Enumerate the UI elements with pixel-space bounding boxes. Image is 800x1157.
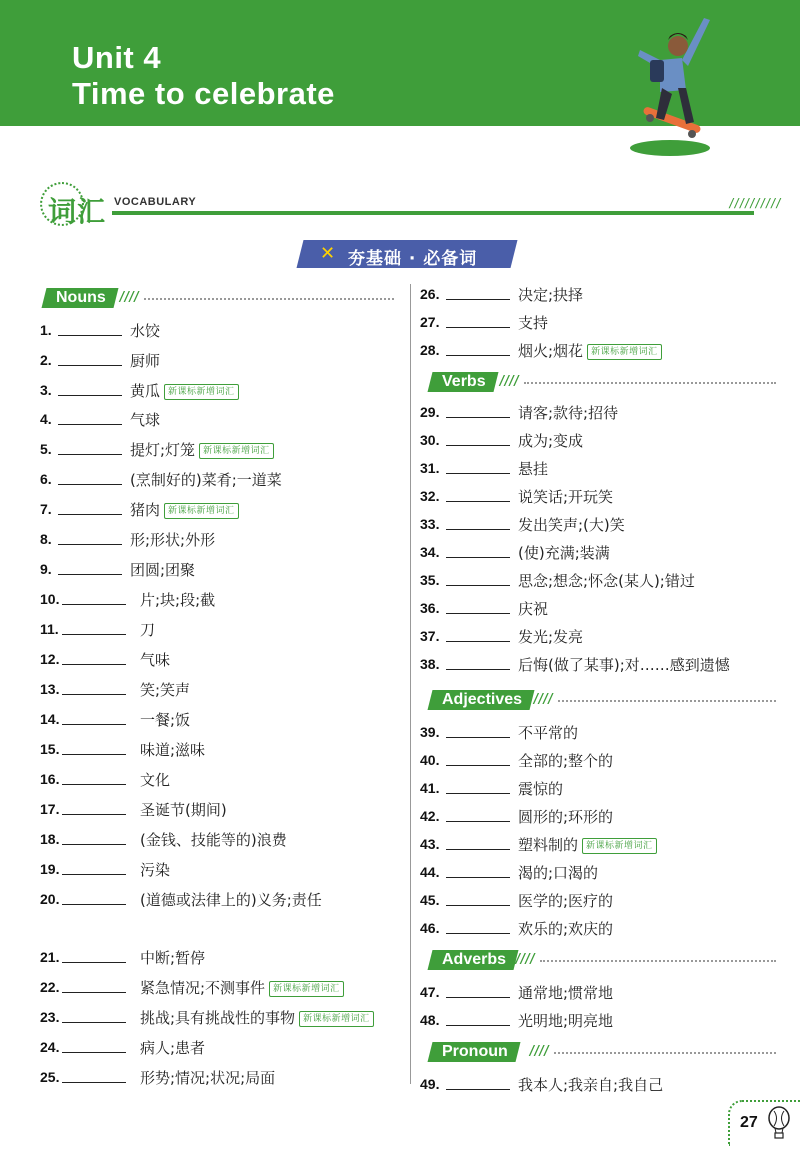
- item-number: 47.: [420, 984, 440, 1000]
- unit-title: [72, 40, 335, 112]
- item-meaning: [518, 430, 583, 451]
- category-dotted-line: [558, 700, 776, 702]
- item-meaning: [140, 679, 190, 700]
- answer-blank[interactable]: [446, 299, 510, 300]
- item-meaning: [518, 486, 613, 507]
- item-meaning: [130, 439, 274, 460]
- item-number: 20.: [40, 891, 60, 907]
- item-number: 37.: [420, 628, 440, 644]
- item-number: 23.: [40, 1009, 60, 1025]
- section-title: [300, 240, 520, 270]
- item-meaning: [518, 312, 548, 333]
- item-meaning: [140, 619, 155, 640]
- item-meaning: [518, 542, 610, 563]
- item-meaning: [518, 458, 548, 479]
- item-number: 32.: [420, 488, 440, 504]
- item-meaning: [518, 1074, 663, 1095]
- item-meaning: [518, 750, 613, 771]
- item-meaning: [140, 769, 170, 790]
- item-meaning-text: 支持: [518, 314, 549, 332]
- answer-blank[interactable]: [446, 501, 510, 502]
- item-meaning: [140, 799, 227, 820]
- item-meaning: [518, 402, 618, 423]
- category-bars: ////: [528, 1044, 548, 1059]
- item-number: 15.: [40, 741, 60, 757]
- answer-blank[interactable]: [446, 641, 510, 642]
- new-curriculum-tag: 新课标新增词汇: [199, 443, 274, 459]
- item-number: 4.: [40, 411, 52, 427]
- answer-blank[interactable]: [446, 529, 510, 530]
- item-meaning: [140, 649, 170, 670]
- answer-blank[interactable]: [446, 849, 510, 850]
- item-meaning-text: 请客;款待;招待: [518, 404, 619, 422]
- new-curriculum-tag: 新课标新增词汇: [269, 981, 344, 997]
- category-dotted-line: [144, 298, 394, 300]
- item-meaning: [518, 570, 695, 591]
- item-number: 3.: [40, 382, 52, 398]
- item-number: 14.: [40, 711, 60, 727]
- item-meaning-text: 水饺: [130, 322, 161, 340]
- item-meaning-text: 我本人;我亲自;我自己: [518, 1076, 664, 1094]
- item-meaning-text: 厨师: [130, 352, 161, 370]
- item-meaning: [140, 1067, 275, 1088]
- item-meaning-text: 一餐;饭: [140, 711, 191, 729]
- item-meaning-text: 刀: [140, 621, 156, 639]
- answer-blank[interactable]: [446, 327, 510, 328]
- item-meaning-text: 悬挂: [518, 460, 549, 478]
- item-meaning-text: (使)充满;装满: [518, 544, 610, 562]
- answer-blank[interactable]: [62, 904, 126, 905]
- item-meaning-text: (烹制好的)菜肴;一道菜: [130, 471, 282, 489]
- item-meaning-text: 渴的;口渴的: [518, 864, 599, 882]
- vocabulary-heading: [38, 180, 780, 230]
- item-meaning-text: 气味: [140, 651, 171, 669]
- item-number: 19.: [40, 861, 60, 877]
- item-meaning: [518, 806, 613, 827]
- item-number: 12.: [40, 651, 60, 667]
- item-meaning-text: 发出笑声;(大)笑: [518, 516, 625, 534]
- item-meaning-text: 医学的;医疗的: [518, 892, 614, 910]
- item-number: 27.: [420, 314, 440, 330]
- answer-blank[interactable]: [62, 634, 126, 635]
- item-number: 22.: [40, 979, 60, 995]
- item-meaning: [518, 890, 613, 911]
- item-meaning: [140, 859, 170, 880]
- item-meaning: [130, 529, 215, 550]
- item-number: 10.: [40, 591, 60, 607]
- new-curriculum-tag: 新课标新增词汇: [587, 344, 662, 360]
- answer-blank[interactable]: [58, 484, 122, 485]
- answer-blank[interactable]: [58, 454, 122, 455]
- item-meaning-text: 形势;情况;状况;局面: [140, 1069, 276, 1087]
- item-meaning: [518, 1010, 613, 1031]
- answer-blank[interactable]: [446, 445, 510, 446]
- item-meaning-text: 思念;想念;怀念(某人);错过: [518, 572, 695, 590]
- item-meaning: [140, 947, 205, 968]
- item-number: 26.: [420, 286, 440, 302]
- item-number: 7.: [40, 501, 52, 517]
- category-tag: Pronoun: [428, 1042, 521, 1062]
- item-meaning-text: 光明地;明亮地: [518, 1012, 614, 1030]
- item-meaning-text: 提灯;灯笼: [130, 441, 196, 459]
- item-number: 2.: [40, 352, 52, 368]
- item-meaning: [130, 380, 239, 401]
- item-number: 39.: [420, 724, 440, 740]
- answer-blank[interactable]: [58, 424, 122, 425]
- answer-blank[interactable]: [446, 765, 510, 766]
- answer-blank[interactable]: [446, 793, 510, 794]
- item-meaning: [518, 626, 583, 647]
- column-divider: [410, 284, 411, 1084]
- answer-blank[interactable]: [62, 1022, 126, 1023]
- answer-blank[interactable]: [446, 473, 510, 474]
- answer-blank[interactable]: [62, 962, 126, 963]
- vocabulary-hatch: //////////: [728, 196, 781, 210]
- item-meaning-text: 笑;笑声: [140, 681, 191, 699]
- item-meaning: [518, 982, 613, 1003]
- answer-blank[interactable]: [62, 604, 126, 605]
- item-meaning-text: 圆形的;环形的: [518, 808, 614, 826]
- item-meaning: [140, 1007, 374, 1028]
- item-meaning-text: 震惊的: [518, 780, 564, 798]
- item-meaning: [518, 834, 657, 855]
- category-pronoun: [430, 1042, 776, 1064]
- item-meaning: [130, 559, 195, 580]
- item-meaning: [518, 598, 548, 619]
- item-number: 21.: [40, 949, 60, 965]
- item-meaning: [518, 284, 583, 305]
- item-number: 44.: [420, 864, 440, 880]
- item-number: 9.: [40, 561, 52, 577]
- item-meaning: [518, 514, 625, 535]
- answer-blank[interactable]: [446, 585, 510, 586]
- answer-blank[interactable]: [62, 814, 126, 815]
- category-dotted-line: [540, 960, 776, 962]
- category-nouns: [44, 288, 394, 310]
- item-meaning: [130, 350, 160, 371]
- category-bars: ////: [498, 374, 518, 389]
- answer-blank[interactable]: [62, 754, 126, 755]
- item-meaning: [518, 918, 613, 939]
- item-number: 13.: [40, 681, 60, 697]
- item-number: 5.: [40, 441, 52, 457]
- balloon-icon: [766, 1106, 792, 1140]
- item-number: 16.: [40, 771, 60, 787]
- item-number: 42.: [420, 808, 440, 824]
- item-meaning: [130, 409, 160, 430]
- item-meaning-text: 决定;抉择: [518, 286, 584, 304]
- item-number: 38.: [420, 656, 440, 672]
- answer-blank[interactable]: [58, 514, 122, 515]
- item-number: 35.: [420, 572, 440, 588]
- item-meaning-text: 不平常的: [518, 724, 579, 742]
- item-meaning-text: 成为;变成: [518, 432, 584, 450]
- new-curriculum-tag: 新课标新增词汇: [299, 1011, 374, 1027]
- category-adverbs: [430, 950, 776, 972]
- item-number: 24.: [40, 1039, 60, 1055]
- unit-name: Time to celebrate: [72, 76, 335, 111]
- category-tag: Verbs: [428, 372, 499, 392]
- item-meaning-text: 猪肉: [130, 501, 161, 519]
- answer-blank[interactable]: [446, 557, 510, 558]
- item-meaning-text: 病人;患者: [140, 1039, 206, 1057]
- answer-blank[interactable]: [446, 737, 510, 738]
- item-meaning: [518, 654, 730, 675]
- answer-blank[interactable]: [58, 395, 122, 396]
- answer-blank[interactable]: [62, 844, 126, 845]
- new-curriculum-tag: 新课标新增词汇: [164, 384, 239, 400]
- answer-blank[interactable]: [58, 335, 122, 336]
- item-number: 45.: [420, 892, 440, 908]
- section-title-text: 夯基础 · 必备词: [348, 249, 478, 269]
- category-verbs: [430, 372, 776, 394]
- answer-blank[interactable]: [446, 997, 510, 998]
- item-number: 28.: [420, 342, 440, 358]
- answer-blank[interactable]: [62, 784, 126, 785]
- item-number: 49.: [420, 1076, 440, 1092]
- new-curriculum-tag: 新课标新增词汇: [582, 838, 657, 854]
- item-meaning-text: 后悔(做了某事);对……感到遗憾: [518, 656, 730, 674]
- item-number: 41.: [420, 780, 440, 796]
- item-number: 48.: [420, 1012, 440, 1028]
- category-adjectives: [430, 690, 776, 712]
- item-meaning: [140, 889, 322, 910]
- category-bars: ////: [118, 290, 138, 305]
- item-number: 34.: [420, 544, 440, 560]
- item-number: 43.: [420, 836, 440, 852]
- page-number-box: [728, 1100, 800, 1146]
- item-number: 40.: [420, 752, 440, 768]
- category-bars: ////: [532, 692, 552, 707]
- category-bars: ////: [514, 952, 534, 967]
- item-meaning-text: (金钱、技能等的)浪费: [140, 831, 287, 849]
- vocabulary-label-en: VOCABULARY: [114, 196, 197, 208]
- item-number: 31.: [420, 460, 440, 476]
- item-meaning: [140, 1037, 205, 1058]
- item-meaning-text: 全部的;整个的: [518, 752, 614, 770]
- answer-blank[interactable]: [446, 905, 510, 906]
- category-tag: Nouns: [42, 288, 119, 308]
- item-meaning-text: 圣诞节(期间): [140, 801, 227, 819]
- answer-blank[interactable]: [446, 933, 510, 934]
- item-meaning-text: 紧急情况;不测事件: [140, 979, 266, 997]
- answer-blank[interactable]: [446, 417, 510, 418]
- item-meaning-text: 欢乐的;欢庆的: [518, 920, 614, 938]
- item-number: 11.: [40, 621, 59, 637]
- item-meaning-text: 通常地;惯常地: [518, 984, 614, 1002]
- answer-blank[interactable]: [62, 724, 126, 725]
- item-meaning-text: 气球: [130, 411, 161, 429]
- item-meaning-text: 发光;发亮: [518, 628, 584, 646]
- item-meaning-text: 中断;暂停: [140, 949, 206, 967]
- category-tag: Adverbs: [428, 950, 519, 970]
- item-meaning-text: 污染: [140, 861, 171, 879]
- item-meaning: [140, 739, 205, 760]
- item-meaning-text: 塑料制的: [518, 836, 579, 854]
- item-meaning: [518, 862, 598, 883]
- answer-blank[interactable]: [62, 664, 126, 665]
- item-meaning: [130, 469, 282, 490]
- item-meaning: [140, 977, 344, 998]
- answer-blank[interactable]: [58, 544, 122, 545]
- vocabulary-label-cn: 词汇: [48, 195, 107, 228]
- item-meaning-text: (道德或法律上的)义务;责任: [140, 891, 322, 909]
- item-number: 36.: [420, 600, 440, 616]
- answer-blank[interactable]: [62, 1082, 126, 1083]
- item-meaning-text: 文化: [140, 771, 171, 789]
- item-meaning: [140, 709, 190, 730]
- item-number: 1.: [40, 322, 52, 338]
- item-meaning-text: 挑战;具有挑战性的事物: [140, 1009, 296, 1027]
- new-curriculum-tag: 新课标新增词汇: [164, 503, 239, 519]
- category-dotted-line: [524, 382, 776, 384]
- item-number: 8.: [40, 531, 52, 547]
- answer-blank[interactable]: [446, 355, 510, 356]
- item-meaning-text: 黄瓜: [130, 382, 161, 400]
- item-number: 30.: [420, 432, 440, 448]
- item-meaning-text: 味道;滋味: [140, 741, 206, 759]
- item-meaning: [518, 722, 578, 743]
- item-meaning-text: 形;形状;外形: [130, 531, 216, 549]
- answer-blank[interactable]: [62, 874, 126, 875]
- item-meaning: [140, 589, 215, 610]
- answer-blank[interactable]: [62, 1052, 126, 1053]
- page-number: 27: [740, 1114, 758, 1131]
- item-meaning-text: 片;块;段;截: [140, 591, 216, 609]
- item-meaning: [518, 778, 563, 799]
- item-meaning: [140, 829, 287, 850]
- sparkle-icon: ✕: [320, 243, 336, 264]
- item-number: 17.: [40, 801, 60, 817]
- skateboarder-illustration: [620, 0, 730, 160]
- answer-blank[interactable]: [62, 694, 126, 695]
- item-meaning: [130, 320, 160, 341]
- item-number: 25.: [40, 1069, 60, 1085]
- item-number: 33.: [420, 516, 440, 532]
- answer-blank[interactable]: [58, 574, 122, 575]
- item-meaning-text: 烟火;烟花: [518, 342, 584, 360]
- answer-blank[interactable]: [446, 821, 510, 822]
- item-meaning-text: 庆祝: [518, 600, 549, 618]
- answer-blank[interactable]: [58, 365, 122, 366]
- answer-blank[interactable]: [446, 1025, 510, 1026]
- answer-blank[interactable]: [446, 1089, 510, 1090]
- item-meaning-text: 说笑话;开玩笑: [518, 488, 614, 506]
- item-number: 29.: [420, 404, 440, 420]
- vocabulary-rule: [112, 211, 754, 215]
- category-tag: Adjectives: [428, 690, 535, 710]
- answer-blank[interactable]: [446, 669, 510, 670]
- answer-blank[interactable]: [446, 613, 510, 614]
- item-meaning: [130, 499, 239, 520]
- item-number: 18.: [40, 831, 60, 847]
- item-meaning-text: 团圆;团聚: [130, 561, 196, 579]
- item-meaning: [518, 340, 662, 361]
- category-dotted-line: [554, 1052, 776, 1054]
- unit-number: Unit 4: [72, 40, 162, 75]
- answer-blank[interactable]: [62, 992, 126, 993]
- item-number: 46.: [420, 920, 440, 936]
- answer-blank[interactable]: [446, 877, 510, 878]
- item-number: 6.: [40, 471, 52, 487]
